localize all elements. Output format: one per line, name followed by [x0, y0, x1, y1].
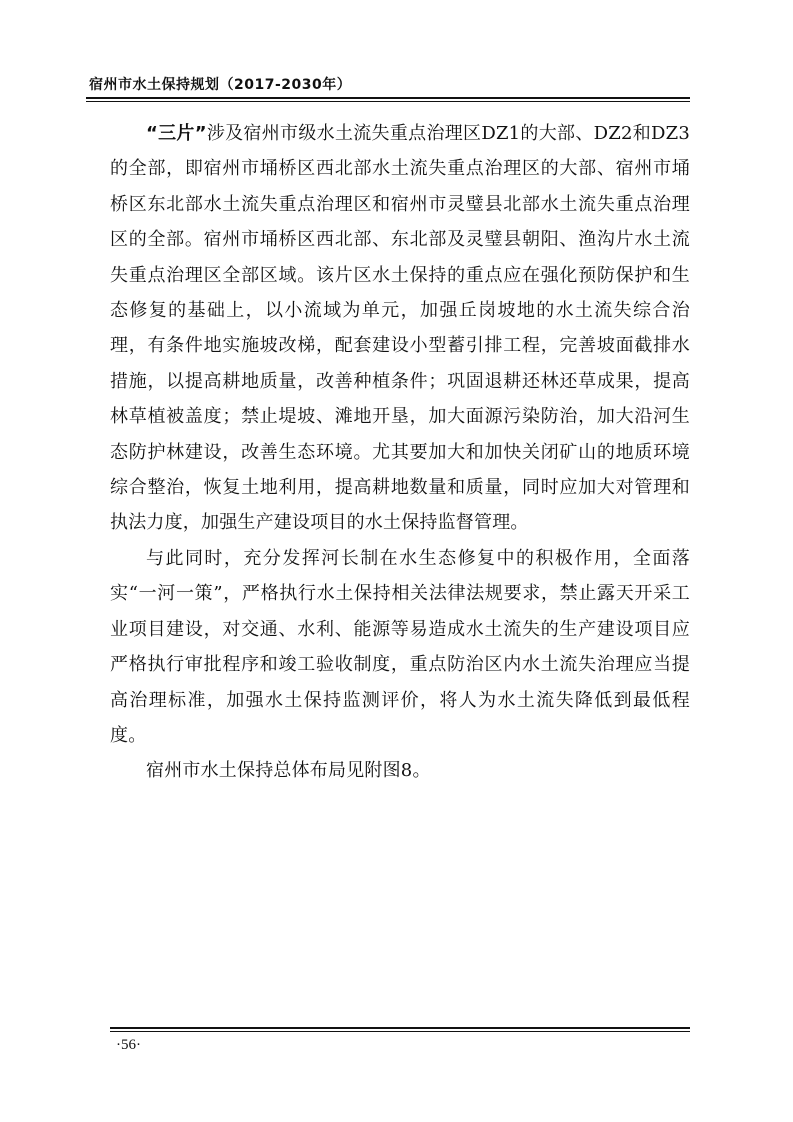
running-header: 宿州市水土保持规划（2017-2030年）	[89, 77, 352, 93]
paragraph-1-text: 涉及宿州市级水土流失重点治理区DZ1的大部、DZ2和DZ3的全部，即宿州市埇桥区西北部水土流失重点治理区的大部、宿州市埇桥区东北部水土流失重点治理区和宿州市灵璧县北部水土流失重点治理区的全部。宿州市埇桥区西北部、东北部及灵璧县朝阳、渔沟片水土流失重点治理区全部区域。该片区水土保持的重点应在强化预防保护和生态修复的基础上，以小流域为单元，加强丘岗坡地的水土流失综合治理，有条件地实施坡改梯，配套建设小型蓄引排工程，完善坡面截排水措施，以提高耕地质量，改善种植条件；巩固退耕还林还草成果，提高林草植被盖度；禁止堤坡、滩地开垦，加大面源污染防治，加大沿河生态防护林建设，改善生态环境。尤其要加大和加快关闭矿山的地质环境综合整治，恢复土地利用，提高耕地数量和质量，同时应加大对管理和执法力度，加强生产建设项目的水土保持监督管理。	[110, 123, 690, 534]
footer-rule-thin	[110, 1031, 690, 1032]
paragraph-3: 宿州市水土保持总体布局见附图8。	[146, 760, 431, 782]
page-number: ·56·	[116, 1037, 141, 1053]
paragraph-2: 与此同时，充分发挥河长制在水生态修复中的积极作用，全面落实“一河一策”，严格执行水土保持相关法律法规要求，禁止露天开采工业项目建设，对交通、水利、能源等易造成水土流失的生产建设项目应严格执行审批程序和竣工验收制度，重点防治区内水土流失治理应当提高治理标准，加强水土保持监测评价，将人为水土流失降低到最低程度。	[110, 547, 690, 746]
paragraph-1	[110, 116, 690, 541]
body-text	[110, 116, 690, 789]
paragraph-1-lead: “三片”	[146, 123, 207, 144]
header-rule-thin	[86, 101, 690, 102]
footer-rule	[110, 1027, 690, 1029]
header-rule	[86, 97, 690, 99]
